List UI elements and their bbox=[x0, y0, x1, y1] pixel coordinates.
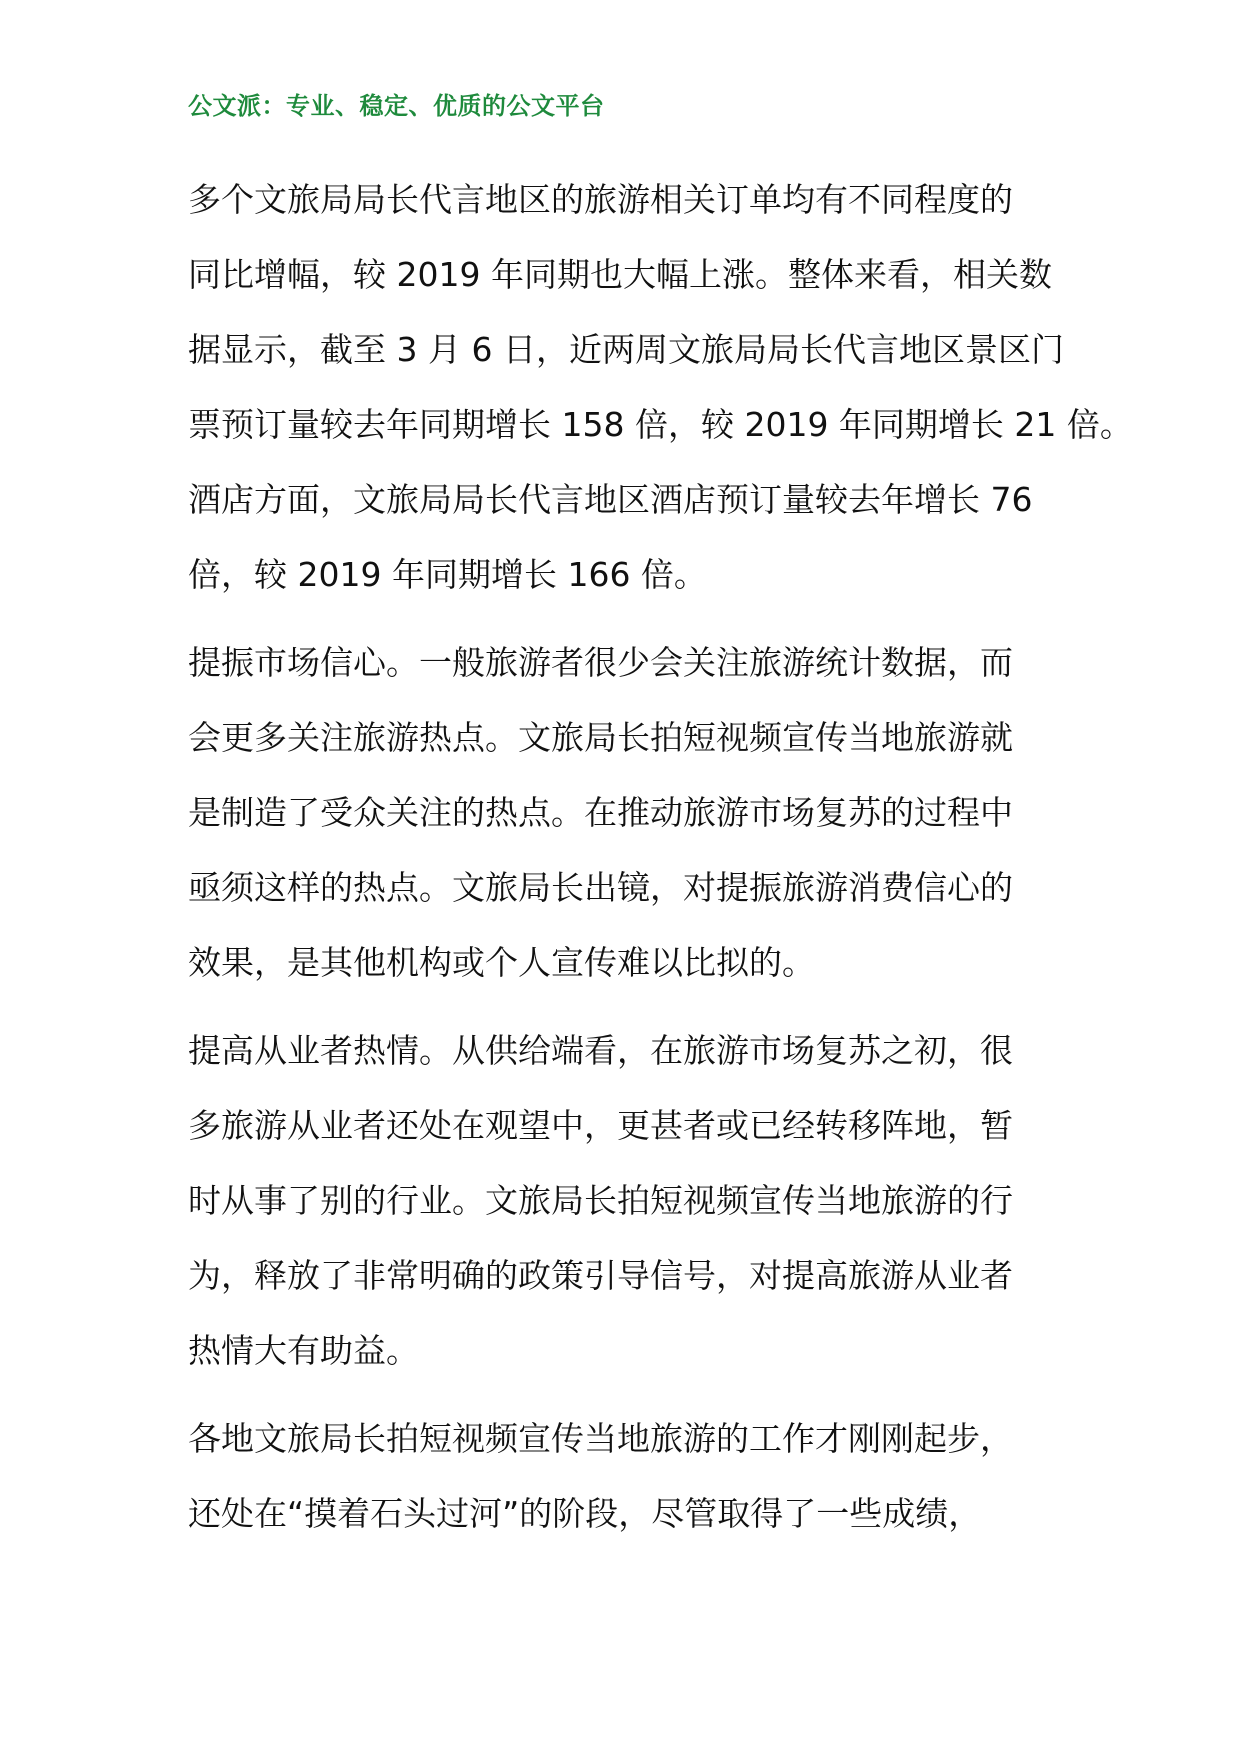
text-line: 提高从业者热情。从供给端看，在旅游市场复苏之初，很 bbox=[188, 1031, 1013, 1070]
paragraph-practitioner-enthusiasm bbox=[188, 1013, 1068, 1388]
text-line: 多个文旅局局长代言地区的旅游相关订单均有不同程度的 bbox=[188, 180, 1013, 219]
text-line: 效果，是其他机构或个人宣传难以比拟的。 bbox=[188, 943, 815, 982]
text-line: 是制造了受众关注的热点。在推动旅游市场复苏的过程中 bbox=[188, 793, 1013, 832]
text-line: 会更多关注旅游热点。文旅局长拍短视频宣传当地旅游就 bbox=[188, 718, 1013, 757]
text-line: 据显示，截至 3 月 6 日，近两周文旅局局长代言地区景区门 bbox=[188, 330, 1064, 369]
paragraph-early-stage bbox=[188, 1401, 1068, 1551]
text-line: 各地文旅局长拍短视频宣传当地旅游的工作才刚刚起步， bbox=[188, 1419, 1013, 1458]
text-line: 亟须这样的热点。文旅局长出镜，对提振旅游消费信心的 bbox=[188, 868, 1013, 907]
text-line: 票预订量较去年同期增长 158 倍，较 2019 年同期增长 21 倍。 bbox=[188, 405, 1133, 444]
text-line: 倍，较 2019 年同期增长 166 倍。 bbox=[188, 555, 707, 594]
paragraph-booking-stats bbox=[188, 162, 1133, 612]
paragraph-market-confidence bbox=[188, 625, 1068, 1000]
text-line: 时从事了别的行业。文旅局长拍短视频宣传当地旅游的行 bbox=[188, 1181, 1013, 1220]
text-line: 多旅游从业者还处在观望中，更甚者或已经转移阵地，暂 bbox=[188, 1106, 1013, 1145]
text-line: 同比增幅，较 2019 年同期也大幅上涨。整体来看，相关数 bbox=[188, 255, 1052, 294]
document-body bbox=[188, 162, 1133, 1564]
site-header-title: 公文派：专业、稳定、优质的公文平台 bbox=[188, 91, 605, 120]
text-line: 为，释放了非常明确的政策引导信号，对提高旅游从业者 bbox=[188, 1256, 1013, 1295]
text-line: 还处在“摸着石头过河”的阶段，尽管取得了一些成绩， bbox=[188, 1494, 982, 1533]
text-line: 提振市场信心。一般旅游者很少会关注旅游统计数据，而 bbox=[188, 643, 1013, 682]
text-line: 酒店方面，文旅局局长代言地区酒店预订量较去年增长 76 bbox=[188, 480, 1033, 519]
text-line: 热情大有助益。 bbox=[188, 1331, 419, 1370]
